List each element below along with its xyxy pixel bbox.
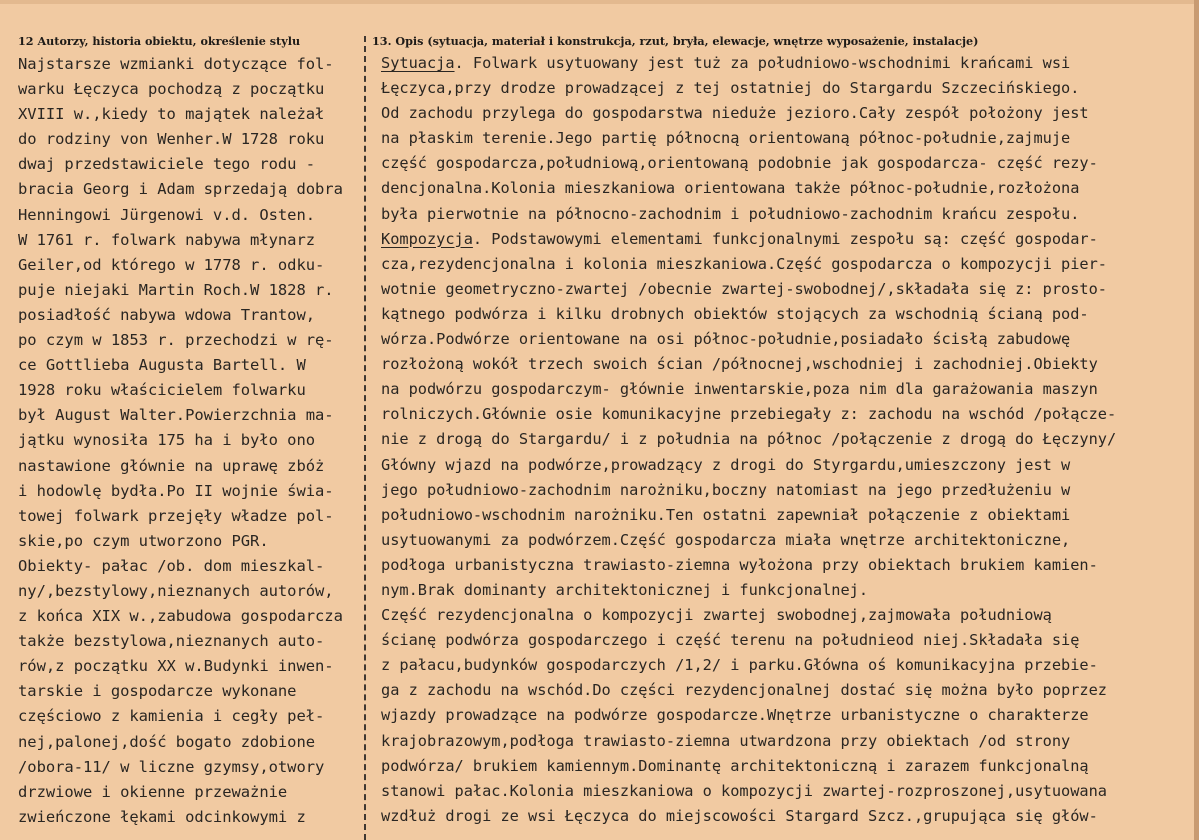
section-12-header: 12 Autorzy, historia obiektu, określenie stylu xyxy=(18,34,301,48)
history-text-line: ce Gottlieba Augusta Bartell. W xyxy=(18,356,306,375)
column-divider xyxy=(364,36,366,840)
description-text-line: dencjonalna.Kolonia mieszkaniowa orientowana także północ-południe,rozłożona xyxy=(381,179,1080,198)
history-text-line: puje niejaki Martin Roch.W 1828 r. xyxy=(18,280,334,299)
description-text-line: na podwórzu gospodarczym- głównie inwentarskie,poza nim dla garażowania maszyn xyxy=(381,380,1098,399)
history-text-line: częściowo z kamienia i cegły peł- xyxy=(18,707,325,726)
history-text-line: towej folwark przejęły władze pol- xyxy=(18,506,334,525)
section-13-header: 13. Opis (sytuacja, materiał i konstrukcja, rzut, bryła, elewacje, wnętrze wyposażenie, instalacje) xyxy=(372,34,979,48)
description-text-line xyxy=(381,227,1193,252)
page-edge-top xyxy=(0,0,1199,4)
description-text-line: wotnie geometryczno-zwartej /obecnie zwartej-swobodnej/,składała się z: prosto- xyxy=(381,279,1107,298)
history-text-line: był August Walter.Powierzchnia ma- xyxy=(18,406,334,425)
history-text-line: Henningowi Jürgenowi v.d. Osten. xyxy=(18,205,316,224)
history-text-line: posiadłość nabywa wdowa Trantow, xyxy=(18,305,316,324)
description-text-line: stanowi pałac.Kolonia mieszkaniowa o kompozycji zwartej-rozproszonej,usytuowana xyxy=(381,781,1107,800)
section-heading: Kompozycja xyxy=(381,229,473,248)
history-text-line: zwieńczone łękami odcinkowymi z xyxy=(18,807,306,826)
history-text-line: także bezstylowa,nieznanych auto- xyxy=(18,632,325,651)
description-text-line: na płaskim terenie.Jego partię północną orientowaną północ-południe,zajmuje xyxy=(381,129,1071,148)
history-text-line: rów,z początku XX w.Budynki inwen- xyxy=(18,657,334,676)
history-text-line: tarskie i gospodarcze wykonane xyxy=(18,682,297,701)
history-text-line: /obora-11/ w liczne gzymsy,otwory xyxy=(18,757,325,776)
description-text-line: podłoga urbanistyczna trawiasto-ziemna wyłożona przy obiektach brukiem kamien- xyxy=(381,555,1098,574)
section-first-line-text: . Podstawowymi elementami funkcjonalnymi zespołu są: część gospodar- xyxy=(472,229,1098,248)
history-text-line: nastawione głównie na uprawę zbóż xyxy=(18,456,325,475)
description-text-line: rozłożoną wokół trzech swoich ścian /północnej,wschodniej i zachodniej.Obiekty xyxy=(381,355,1098,374)
description-text-line: z pałacu,budynków gospodarczych /1,2/ i parku.Główna oś komunikacyjna przebie- xyxy=(381,656,1098,675)
history-text-line: 1928 roku właścicielem folwarku xyxy=(18,381,306,400)
description-text-line: ścianę podwórza gospodarczego i część terenu na południeod niej.Składała się xyxy=(381,631,1080,650)
history-text-line: do rodziny von Wenher.W 1728 roku xyxy=(18,130,325,149)
description-text-line: ga z zachodu na wschód.Do części rezydencjonalnej dostać się można było poprzez xyxy=(381,681,1107,700)
description-text-line xyxy=(381,51,1193,76)
description-text-line: część gospodarcza,południową,orientowaną podobnie jak gospodarcza- część rezy- xyxy=(381,154,1098,173)
description-text-line: wjazdy prowadzące na podwórze gospodarcze.Wnętrze urbanistyczne o charakterze xyxy=(381,706,1089,725)
history-text-line: dwaj przedstawiciele tego rodu - xyxy=(18,155,316,174)
history-text-line: Obiekty- pałac /ob. dom mieszkal- xyxy=(18,556,325,575)
description-text-line: Od zachodu przylega do gospodarstwa nieduże jezioro.Cały zespół położony jest xyxy=(381,104,1089,123)
history-text-line: skie,po czym utworzono PGR. xyxy=(18,531,269,550)
section-first-line-text: . Folwark usytuowany jest tuż za południowo-wschodnimi krańcami wsi xyxy=(454,54,1071,72)
history-text-line: Najstarsze wzmianki dotyczące fol- xyxy=(18,55,334,73)
description-text-line: kątnego podwórza i kilku drobnych obiektów stojących za wschodnią ścianą pod- xyxy=(381,304,1089,323)
history-text-line: drzwiowe i okienne przeważnie xyxy=(18,782,288,801)
history-text-line: po czym w 1853 r. przechodzi w rę- xyxy=(18,331,334,350)
description-text-line: rolniczych.Głównie osie komunikacyjne przebiegały z: zachodu na wschód /połącze- xyxy=(381,405,1117,424)
history-text-line: ny/,bezstylowy,nieznanych autorów, xyxy=(18,581,334,600)
description-column xyxy=(381,51,1193,829)
history-text-line: jątku wynosiła 175 ha i było ono xyxy=(18,431,316,450)
history-text-line: nej,palonej,dość bogato zdobione xyxy=(18,732,316,751)
history-text-line: i hodowlę bydła.Po II wojnie świa- xyxy=(18,481,334,500)
description-text-line: była pierwotnie na północno-zachodnim i południowo-zachodnim krańcu zespołu. xyxy=(381,204,1080,223)
description-text-line xyxy=(381,603,1193,628)
history-text-line: warku Łęczyca pochodzą z początku xyxy=(18,80,325,99)
description-text-line: Łęczyca,przy drodze prowadzącej z tej ostatniej do Stargardu Szczecińskiego. xyxy=(381,79,1080,98)
description-text-line: jego południowo-zachodnim narożniku,boczny natomiast na jego przedłużeniu w xyxy=(381,480,1071,499)
description-text-line: południowo-wschodnim narożniku.Ten ostatni zapewniał połączenie z obiektami xyxy=(381,505,1071,524)
description-text-line: cza,rezydencjonalna i kolonia mieszkaniowa.Część gospodarcza o kompozycji pier- xyxy=(381,254,1107,273)
page-edge-right xyxy=(1194,0,1199,840)
description-text-line: nie z drogą do Stargardu/ i z południa na północ /połączenie z drogą do Łęczyny/ xyxy=(381,430,1117,449)
history-text-line: z końca XIX w.,zabudowa gospodarcza xyxy=(18,607,343,626)
description-text-line: wzdłuż drogi ze wsi Łęczyca do miejscowości Stargard Szcz.,grupująca się głów- xyxy=(381,806,1098,825)
history-text-line: bracia Georg i Adam sprzedają dobra xyxy=(18,180,343,199)
description-text-line: Główny wjazd na podwórze,prowadzący z drogi do Styrgardu,umieszczony jest w xyxy=(381,455,1071,474)
history-text-line: XVIII w.,kiedy to majątek należał xyxy=(18,105,325,124)
description-text-line: wórza.Podwórze orientowane na osi północ-południe,posiadało ścisłą zabudowę xyxy=(381,330,1071,349)
history-text-line: W 1761 r. folwark nabywa młynarz xyxy=(18,230,316,249)
description-text-line: podwórza/ brukiem kamiennym.Dominantę architektoniczną i zarazem funkcjonalną xyxy=(381,756,1089,775)
section-heading: Sytuacja xyxy=(381,54,455,72)
section-first-line-text: Część rezydencjonalna o kompozycji zwartej swobodnej,zajmowała południową xyxy=(381,606,1052,625)
history-text-line: Geiler,od którego w 1778 r. odku- xyxy=(18,255,325,274)
history-column xyxy=(18,52,364,830)
description-text-line: nym.Brak dominanty architektonicznej i funkcjonalnej. xyxy=(381,580,869,599)
description-text-line: usytuowanymi za podwórzem.Część gospodarcza miała wnętrze architektoniczne, xyxy=(381,530,1071,549)
description-text-line: krajobrazowym,podłoga trawiasto-ziemna utwardzona przy obiektach /od strony xyxy=(381,731,1071,750)
